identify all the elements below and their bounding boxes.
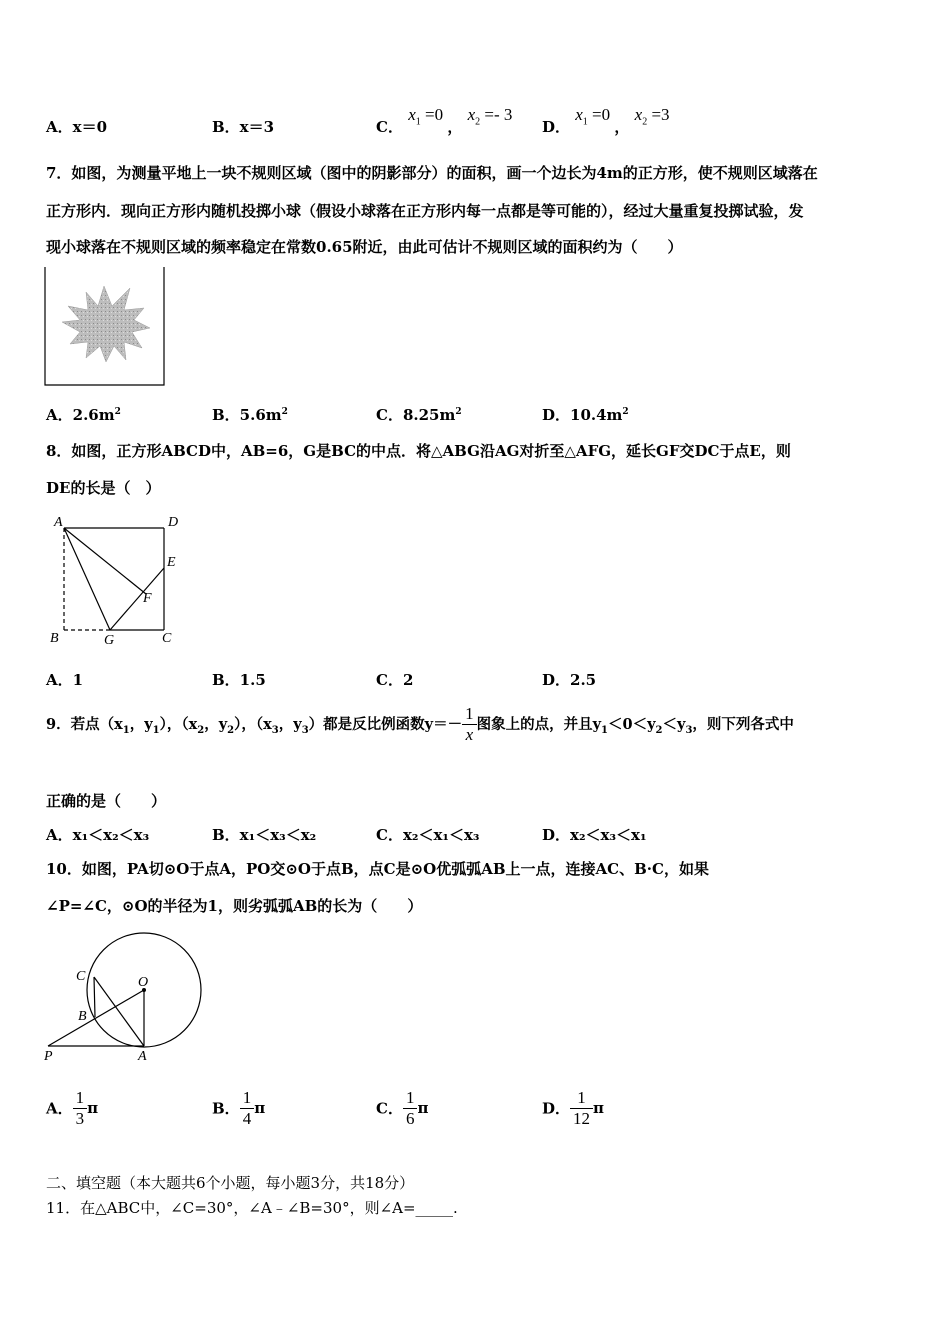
q8-option-a: A．1 [46,671,84,689]
q10-line-1: 10．如图，PA切⊙O于点A，PO交⊙O于点B，点C是⊙O优弧弧AB上一点，连接AC、B·C，如果 [46,860,709,878]
label-D: D [168,515,179,530]
q9-option-a: A．x₁＜x₂＜x₃ [46,826,150,844]
q9-line-2: 正确的是（ ） [46,792,167,810]
q8-option-d: D．2.5 [542,671,597,689]
q9-option-c: C．x₂＜x₁＜x₃ [376,826,480,844]
q10-line-2: ∠P=∠C，⊙O的半径为1，则劣弧弧AB的长为（ ） [46,897,423,915]
q7-line-2: 正方形内．现向正方形内随机投掷小球（假设小球落在正方形内每一点都是等可能的），经过大量重复投掷试验，发 [46,202,804,220]
q7-option-d: D．$10.4m^2$ [542,406,629,424]
q7-option-b: B．$5.6m^2$ [212,406,288,424]
q9-option-d: D．x₂＜x₃＜x₁ [542,826,647,844]
q10-option-b: B． $\frac{1}{4}$ π [212,1088,266,1128]
q6-option-b: B．x＝3 [212,118,275,136]
q8-line-1: 8．如图，正方形ABCD中，AB=6，G是BC的中点．将△ABG沿AG对折至△AFG，延长GF交DC于点E，则 [46,442,791,460]
q6-option-c: C． $x_1 =0$ ， $x_2 =- 3$ [376,105,513,136]
label-E: E [167,555,176,570]
q10-option-c: C． $\frac{1}{6}$ π [376,1088,429,1128]
label-C: C [76,969,86,984]
q10-circle-figure [44,932,208,1064]
label-G: G [104,633,115,648]
label-A: A [54,515,63,530]
q6-option-d: D． $x_1 =0$ ， $x_2 =3$ [542,105,670,136]
label-B: B [50,631,59,646]
label-F: F [143,591,152,606]
q8-square-figure [44,510,194,650]
label-A: A [138,1049,147,1064]
q9-line-1: 9．若点（$x_1$，$y_1$），（$x_2$，$y_2$），（$x_3$，$y_3$）都是反比例函数y＝－ $\frac{1}{x}$ 图象上的点，并且$y_1<0<y_2<y_3$，则下列各式中 [46,704,794,744]
q8-line-2: DE的长是（ ） [46,479,161,497]
q10-option-a: A． $\frac{1}{3}$ π [46,1088,99,1128]
q9-fraction: $\frac{1}{x}$ [462,704,477,744]
label-O: O [138,975,149,990]
q6-option-a: A．x＝0 [46,118,108,136]
q10-option-d: D． $\frac{1}{12}$ π [542,1088,604,1128]
q7-square-figure [44,266,168,390]
q8-option-c: C．2 [376,671,414,689]
section-2-title: 二、填空题（本大题共6个小题，每小题3分，共18分） [46,1174,415,1192]
label-B: B [78,1009,87,1024]
q11-text: 11．在△ABC中，∠C=30°，∠A﹣∠B=30°，则∠A=_____. [46,1199,458,1217]
q7-option-c: C．$8.25m^2$ [376,406,462,424]
q8-option-b: B．1.5 [212,671,266,689]
q7-line-3: 现小球落在不规则区域的频率稳定在常数0.65附近，由此可估计不规则区域的面积约为（ ） [46,238,683,256]
q7-line-1: 7．如图，为测量平地上一块不规则区域（图中的阴影部分）的面积，画一个边长为4m的正方形，使不规则区域落在 [46,164,818,182]
irregular-region [62,286,150,362]
label-C: C [162,631,172,646]
q9-option-b: B．x₁＜x₃＜x₂ [212,826,317,844]
label-P: P [44,1049,53,1064]
q7-option-a: A．$2.6m^2$ [46,406,121,424]
